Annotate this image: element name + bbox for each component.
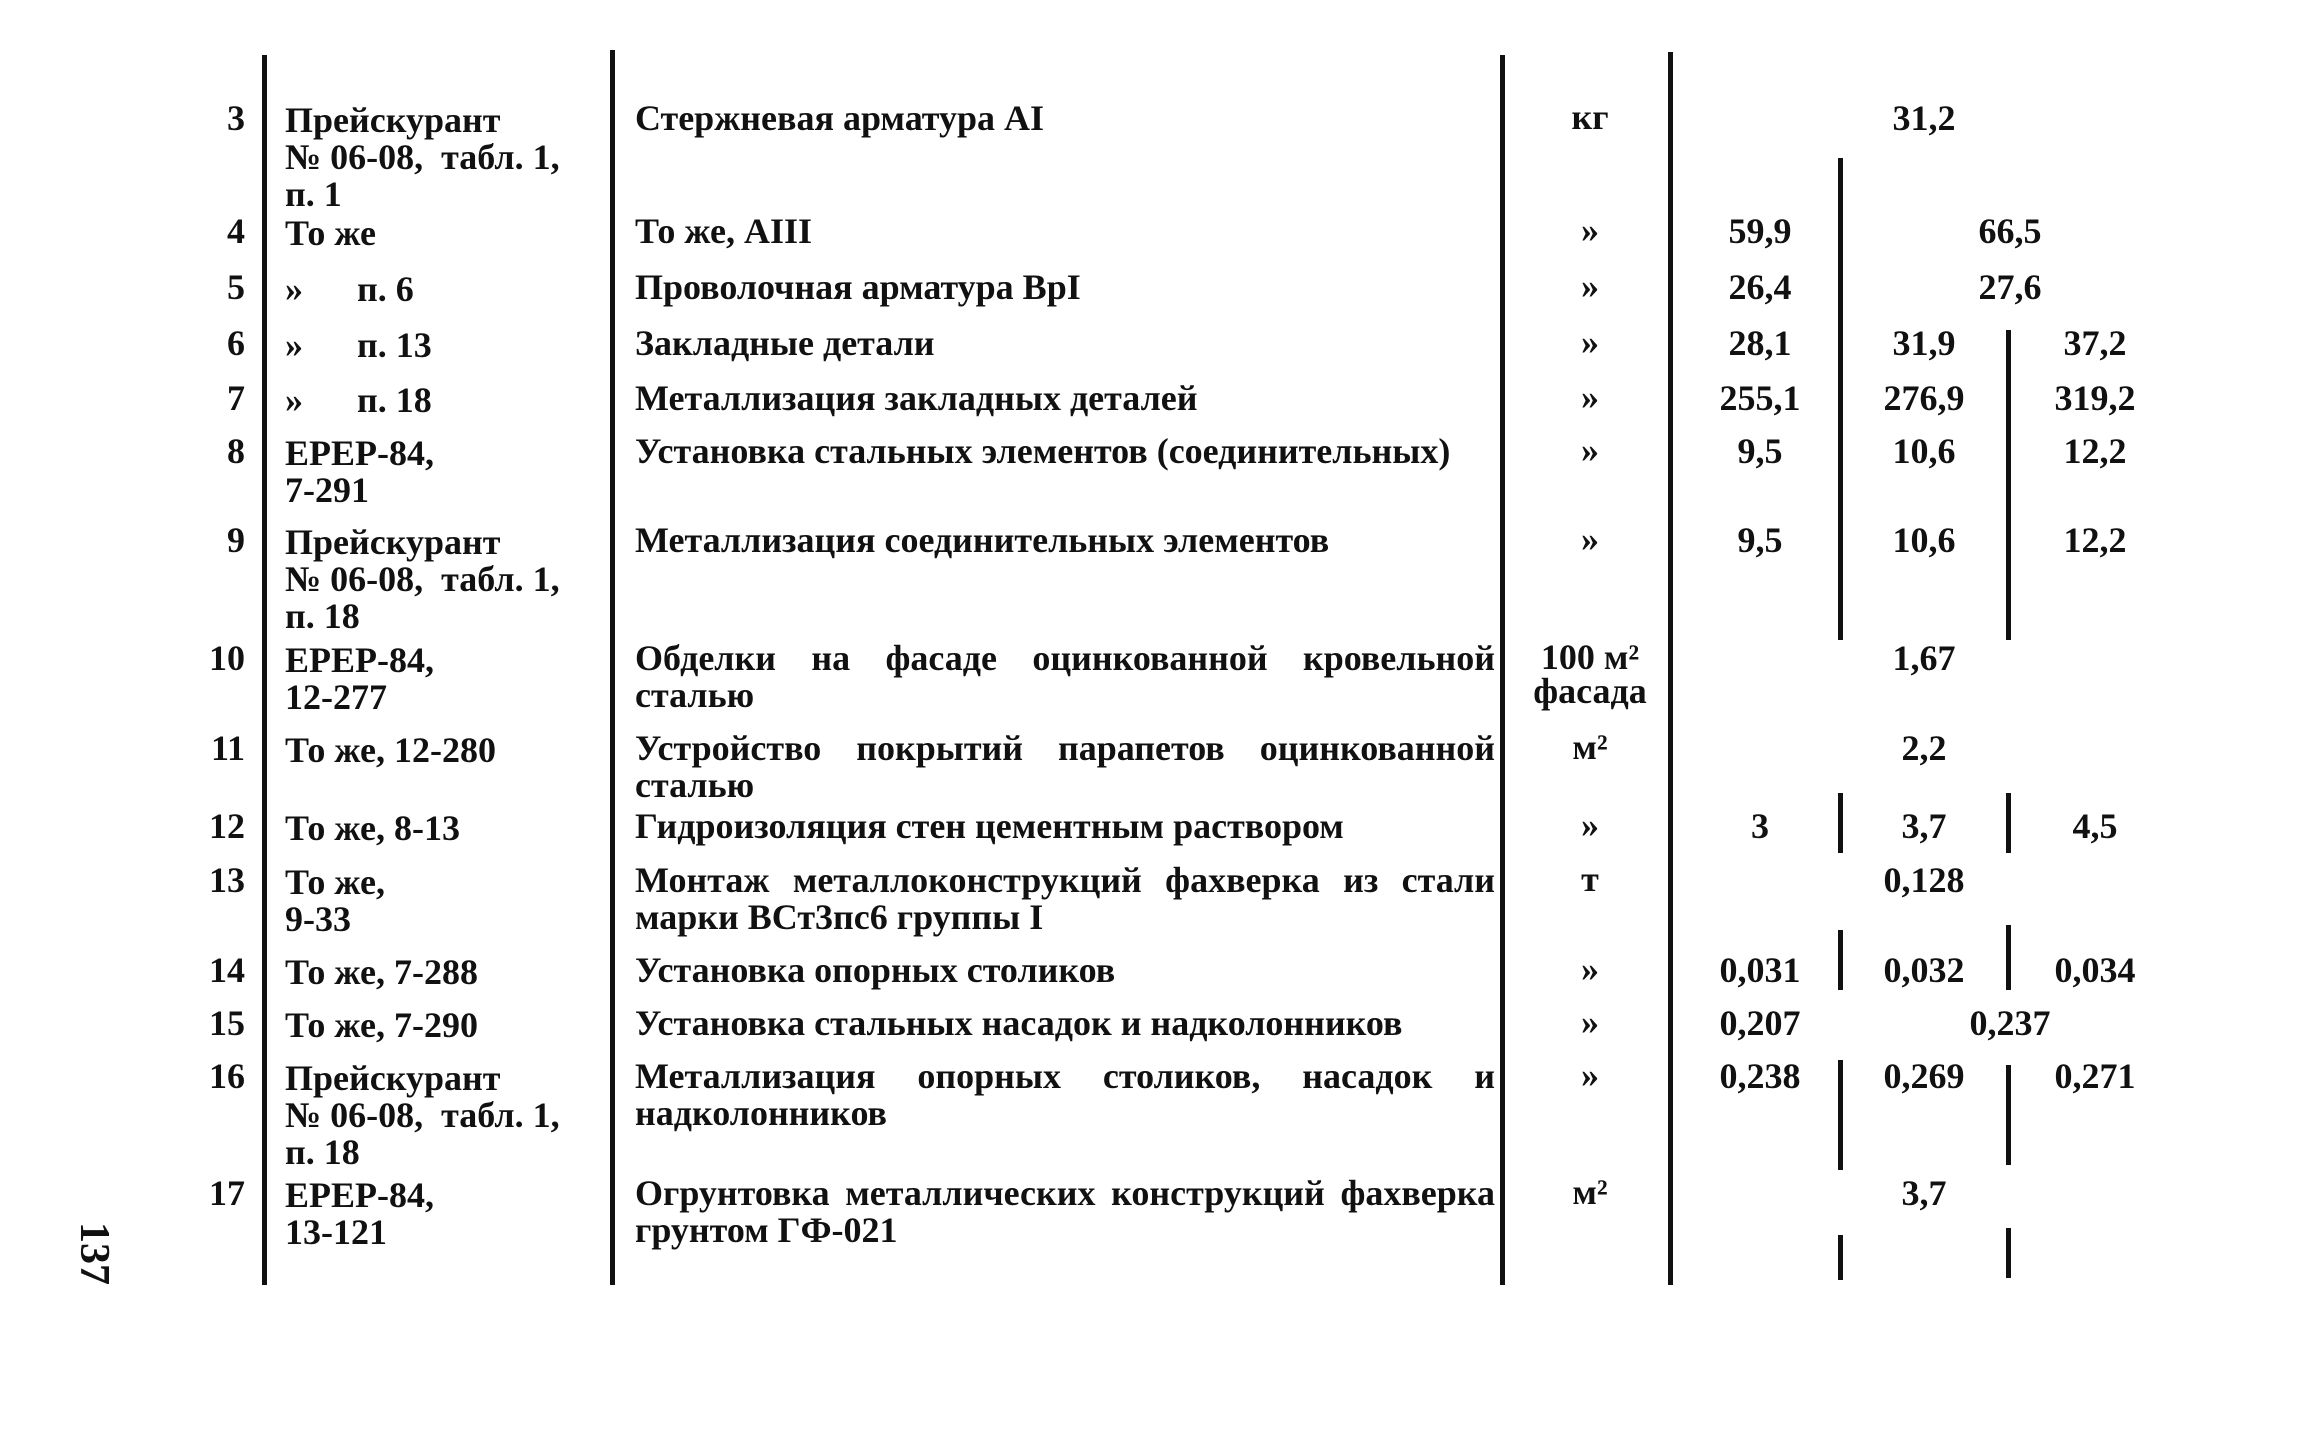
row-number: 4 xyxy=(227,211,245,251)
quantity-value: 0,207 xyxy=(1719,1003,1801,1043)
work-description: То же, AIII xyxy=(635,211,813,251)
value-separator xyxy=(2006,330,2011,640)
source-reference: » п. 6 xyxy=(285,269,414,309)
value-separator xyxy=(2006,793,2011,853)
unit-of-measure: т xyxy=(1581,859,1599,899)
row-number: 13 xyxy=(209,860,245,900)
quantity-value: 26,4 xyxy=(1728,267,1792,307)
row-number: 9 xyxy=(227,520,245,560)
unit-of-measure: » xyxy=(1581,322,1599,362)
unit-of-measure: » xyxy=(1581,266,1599,306)
column-rule-desc xyxy=(1500,55,1505,1285)
work-description: Установка стальных элементов (соединительных) xyxy=(635,431,1451,471)
unit-of-measure: » xyxy=(1581,949,1599,989)
row-number: 12 xyxy=(209,806,245,846)
quantity-value: 59,9 xyxy=(1728,211,1792,251)
column-rule-source xyxy=(610,50,615,1285)
work-description: Гидроизоляция стен цементным раствором xyxy=(635,806,1344,846)
unit-of-measure: » xyxy=(1581,377,1599,417)
row-number: 14 xyxy=(209,950,245,990)
quantity-value: 2,2 xyxy=(1901,728,1947,768)
quantity-value: 0,238 xyxy=(1719,1056,1801,1096)
source-reference: Прейскурант xyxy=(285,1058,501,1098)
row-number: 3 xyxy=(227,98,245,138)
quantity-value: 9,5 xyxy=(1737,520,1783,560)
quantity-value: 0,032 xyxy=(1883,950,1965,990)
source-reference: Прейскурант xyxy=(285,100,501,140)
source-reference: То же, 12-280 xyxy=(285,730,496,770)
source-reference: 12-277 xyxy=(285,677,387,717)
quantity-value: 37,2 xyxy=(2063,323,2127,363)
quantity-value: 28,1 xyxy=(1728,323,1792,363)
quantity-value: 4,5 xyxy=(2072,806,2118,846)
row-number: 16 xyxy=(209,1056,245,1096)
quantity-value: 12,2 xyxy=(2063,520,2127,560)
quantity-value: 255,1 xyxy=(1719,378,1801,418)
work-description: Закладные детали xyxy=(635,323,935,363)
row-number: 8 xyxy=(227,431,245,471)
unit-of-measure: » xyxy=(1581,210,1599,250)
unit-of-measure: » xyxy=(1581,519,1599,559)
source-reference: № 06-08, табл. 1, xyxy=(285,1095,560,1135)
row-number: 5 xyxy=(227,267,245,307)
row-number: 6 xyxy=(227,323,245,363)
source-reference: » п. 13 xyxy=(285,325,432,365)
value-separator xyxy=(2006,1228,2011,1278)
value-separator xyxy=(2006,925,2011,990)
source-reference: п. 18 xyxy=(285,596,360,636)
source-reference: То же, 7-288 xyxy=(285,952,478,992)
source-reference: 7-291 xyxy=(285,470,369,510)
work-description: Устройство покрытий парапетов оцинкованной сталью xyxy=(635,728,1495,805)
source-reference: То же, xyxy=(285,862,386,902)
quantity-value: 0,237 xyxy=(1969,1003,2051,1043)
source-reference: № 06-08, табл. 1, xyxy=(285,559,560,599)
unit-of-measure: » xyxy=(1581,1002,1599,1042)
source-reference: ЕРЕР-84, xyxy=(285,640,434,680)
quantity-value: 0,031 xyxy=(1719,950,1801,990)
source-reference: № 06-08, табл. 1, xyxy=(285,137,560,177)
quantity-value: 10,6 xyxy=(1892,431,1956,471)
quantity-value: 1,67 xyxy=(1892,638,1956,678)
source-reference: 9-33 xyxy=(285,899,351,939)
work-description: Установка опорных столиков xyxy=(635,950,1116,990)
row-number: 10 xyxy=(209,638,245,678)
value-separator xyxy=(2006,1065,2011,1165)
work-description: Монтаж металлоконструкций фахверка из стали марки ВСт3пс6 группы I xyxy=(635,860,1495,937)
row-number: 17 xyxy=(209,1173,245,1213)
quantity-value: 66,5 xyxy=(1978,211,2042,251)
source-reference: п. 1 xyxy=(285,174,342,214)
source-reference: п. 18 xyxy=(285,1132,360,1172)
quantity-value: 31,9 xyxy=(1892,323,1956,363)
column-rule-unit xyxy=(1668,52,1673,1285)
work-description: Огрунтовка металлических конструкций фахверка грунтом ГФ-021 xyxy=(635,1173,1495,1250)
source-reference: То же xyxy=(285,213,377,253)
work-description: Металлизация опорных столиков, насадок и надколонников xyxy=(635,1056,1495,1133)
work-description: Установка стальных насадок и надколонников xyxy=(635,1003,1403,1043)
value-separator xyxy=(1838,1235,1843,1280)
quantity-value: 0,128 xyxy=(1883,860,1965,900)
quantity-value: 3 xyxy=(1751,806,1769,846)
unit-of-measure: м² xyxy=(1572,1172,1608,1212)
quantity-value: 0,034 xyxy=(2054,950,2136,990)
source-reference: Прейскурант xyxy=(285,522,501,562)
work-description: Обделки на фасаде оцинкованной кровельной сталью xyxy=(635,638,1495,715)
source-reference: ЕРЕР-84, xyxy=(285,1175,434,1215)
quantity-value: 9,5 xyxy=(1737,431,1783,471)
source-reference: ЕРЕР-84, xyxy=(285,433,434,473)
row-number: 7 xyxy=(227,378,245,418)
unit-of-measure: 100 м² фасада xyxy=(1533,637,1647,711)
quantity-value: 31,2 xyxy=(1892,98,1956,138)
source-reference: То же, 7-290 xyxy=(285,1005,478,1045)
page-number: 137 xyxy=(71,1222,117,1285)
row-number: 15 xyxy=(209,1003,245,1043)
quantity-value: 3,7 xyxy=(1901,1173,1947,1213)
unit-of-measure: » xyxy=(1581,805,1599,845)
unit-of-measure: м² xyxy=(1572,727,1608,767)
source-reference: То же, 8-13 xyxy=(285,808,460,848)
work-description: Проволочная арматура BpI xyxy=(635,267,1081,307)
work-description: Металлизация закладных деталей xyxy=(635,378,1198,418)
row-number: 11 xyxy=(210,728,245,768)
column-rule-left xyxy=(262,55,267,1285)
quantity-value: 0,271 xyxy=(2054,1056,2136,1096)
quantity-value: 12,2 xyxy=(2063,431,2127,471)
unit-of-measure: » xyxy=(1581,1055,1599,1095)
source-reference: » п. 18 xyxy=(285,380,432,420)
unit-of-measure: » xyxy=(1581,430,1599,470)
quantity-value: 3,7 xyxy=(1901,806,1947,846)
source-reference: 13-121 xyxy=(285,1212,387,1252)
quantity-value: 319,2 xyxy=(2054,378,2136,418)
unit-of-measure: кг xyxy=(1571,97,1609,137)
quantity-value: 10,6 xyxy=(1892,520,1956,560)
work-description: Стержневая арматура AI xyxy=(635,98,1045,138)
quantity-value: 27,6 xyxy=(1978,267,2042,307)
quantity-value: 0,269 xyxy=(1883,1056,1965,1096)
quantity-value: 276,9 xyxy=(1883,378,1965,418)
work-description: Металлизация соединительных элементов xyxy=(635,520,1330,560)
